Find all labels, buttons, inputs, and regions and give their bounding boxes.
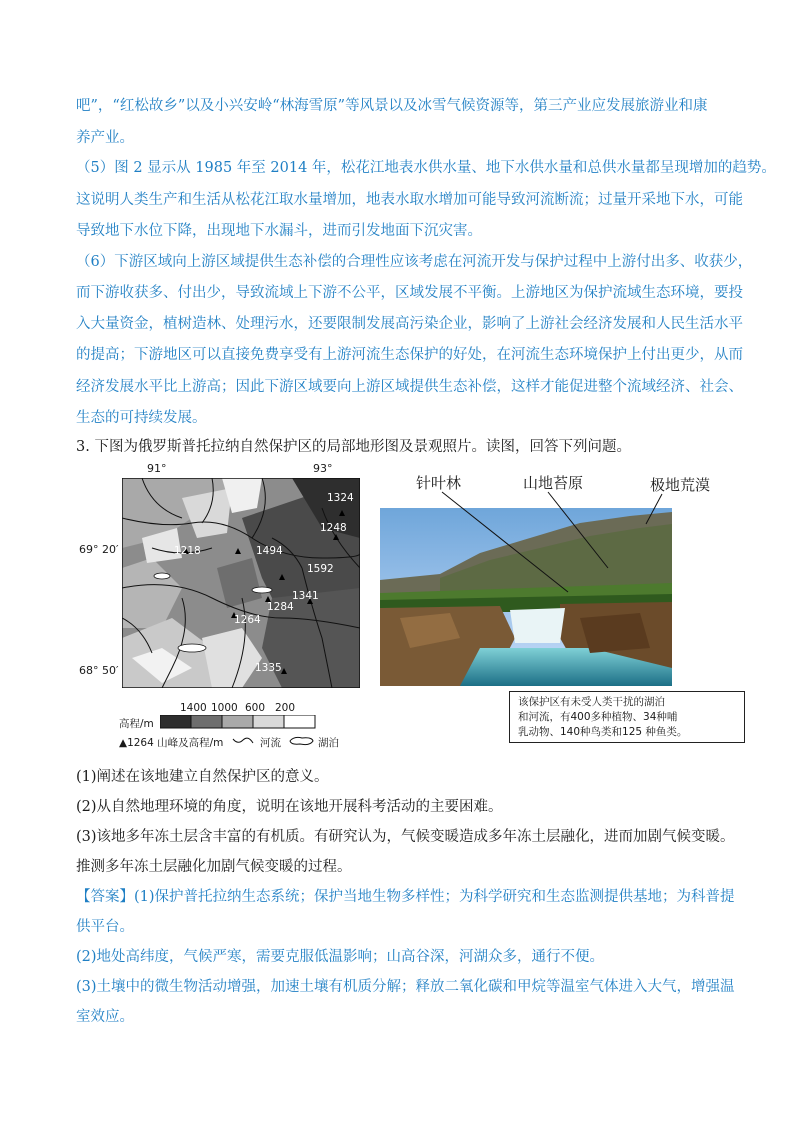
answer-paragraph-line: 导致地下水位下降，出现地下水漏斗，进而引发地面下沉灾害。 (76, 223, 482, 239)
legend-elevation-label: 高程/m (119, 718, 154, 730)
answer-paragraph-line: 生态的可持续发展。 (76, 410, 207, 426)
answer-1-continued: 供平台。 (76, 919, 134, 935)
legend-value: 1000 (211, 702, 238, 714)
photo-label-conifer: 针叶林 (416, 474, 462, 492)
map-lon-label: 91° (147, 462, 167, 475)
answer-tag: 【答案】 (76, 889, 134, 905)
caption-line: 该保护区有未受人类干扰的湖泊 (518, 696, 665, 708)
answer-paragraph-line: 而下游收获多、付出少，导致流域上下游不公平，区域发展不平衡。上游地区为保护流域生态环境，要投 (76, 285, 743, 301)
photo-caption-box (509, 691, 745, 743)
legend-peak-label: ▲1264 山峰及高程/m (119, 737, 224, 749)
peak-elevation-label: 1341 (292, 590, 319, 602)
peak-elevation-label: 1592 (307, 563, 334, 575)
peak-elevation-label: 1494 (256, 545, 283, 557)
answer-1 (76, 887, 735, 907)
photo-label-tundra: 山地苔原 (523, 474, 584, 492)
answer-paragraph-line: （6）下游区域向上游区域提供生态补偿的合理性应该考虑在河流开发与保护过程中上游付出多、收获少， (76, 254, 753, 270)
caption-line: 和河流，有400多种植物、34种哺 (518, 711, 678, 723)
answer-3: (3)土壤中的微生物活动增强，加速土壤有机质分解；释放二氧化碳和甲烷等温室气体进入大气，增强温 (76, 979, 735, 995)
peak-elevation-label: 1335 (255, 662, 282, 674)
legend-value: 1400 (180, 702, 207, 714)
answer-paragraph-line: 吧”，“红松故乡”以及小兴安岭“林海雪原”等风景以及冰雪气候资源等，第三产业应发展旅游业和康 (76, 98, 708, 114)
peak-elevation-label: 1324 (327, 492, 354, 504)
river-legend-icon (232, 735, 254, 747)
answer-paragraph-line: 经济发展水平比上游高；因此下游区域要向上游区域提供生态补偿，这样才能促进整个流域经济、社会、 (76, 379, 743, 395)
legend-lake-label: 湖泊 (318, 737, 339, 749)
answer-1-text: (1)保护普托拉纳生态系统；保护当地生物多样性；为科学研究和生态监测提供基地；为科普提 (134, 889, 735, 905)
answer-paragraph-line: 这说明人类生产和生活从松花江取水量增加，地表水取水增加可能导致河流断流；过量开采地下水，可能 (76, 192, 743, 208)
elevation-legend-bar (160, 715, 316, 729)
peak-elevation-label: 1248 (320, 522, 347, 534)
answer-2: (2)地处高纬度，气候严寒，需要克服低温影响；山高谷深，河湖众多，通行不便。 (76, 949, 605, 965)
question-3-continued: 推测多年冻土层融化加剧气候变暖的过程。 (76, 859, 352, 875)
question-stem: 3. 下图为俄罗斯普托拉纳自然保护区的局部地形图及景观照片。读图，回答下列问题。 (76, 439, 631, 455)
answer-paragraph-line: （5）图 2 显示从 1985 年至 2014 年，松花江地表水供水量、地下水供水量和总供水量都呈现增加的趋势。 (76, 160, 776, 176)
label-pointer-lines (380, 488, 680, 598)
peak-elevation-label: 1264 (234, 614, 261, 626)
question-1: (1)阐述在该地建立自然保护区的意义。 (76, 769, 329, 785)
map-lat-label: 68° 50′ (79, 664, 119, 677)
caption-line: 乳动物、140种鸟类和125 种鱼类。 (518, 726, 688, 738)
legend-river-label: 河流 (260, 737, 281, 749)
photo-label-polar-desert: 极地荒漠 (650, 476, 711, 494)
legend-value: 200 (275, 702, 296, 714)
map-lon-label: 93° (313, 462, 333, 475)
answer-paragraph-line: 的提高；下游地区可以直接免费享受有上游河流生态保护的好处，在河流生态环境保护上付出更少，从而 (76, 347, 743, 363)
answer-3-continued: 室效应。 (76, 1009, 134, 1025)
answer-paragraph-line: 养产业。 (76, 130, 134, 146)
legend-value: 600 (245, 702, 266, 714)
question-3: (3)该地多年冻土层含丰富的有机质。有研究认为，气候变暖造成多年冻土层融化，进而加剧气候变暖。 (76, 829, 735, 845)
peak-elevation-label: 1218 (174, 545, 201, 557)
question-2: (2)从自然地理环境的角度，说明在该地开展科考活动的主要困难。 (76, 799, 503, 815)
peak-elevation-label: 1284 (267, 601, 294, 613)
answer-paragraph-line: 入大量资金，植树造林、处理污水，还要限制发展高污染企业，影响了上游社会经济发展和人民生活水平 (76, 316, 743, 332)
lake-legend-icon (288, 735, 316, 747)
map-lat-label: 69° 20′ (79, 543, 119, 556)
topographic-map (122, 478, 360, 688)
